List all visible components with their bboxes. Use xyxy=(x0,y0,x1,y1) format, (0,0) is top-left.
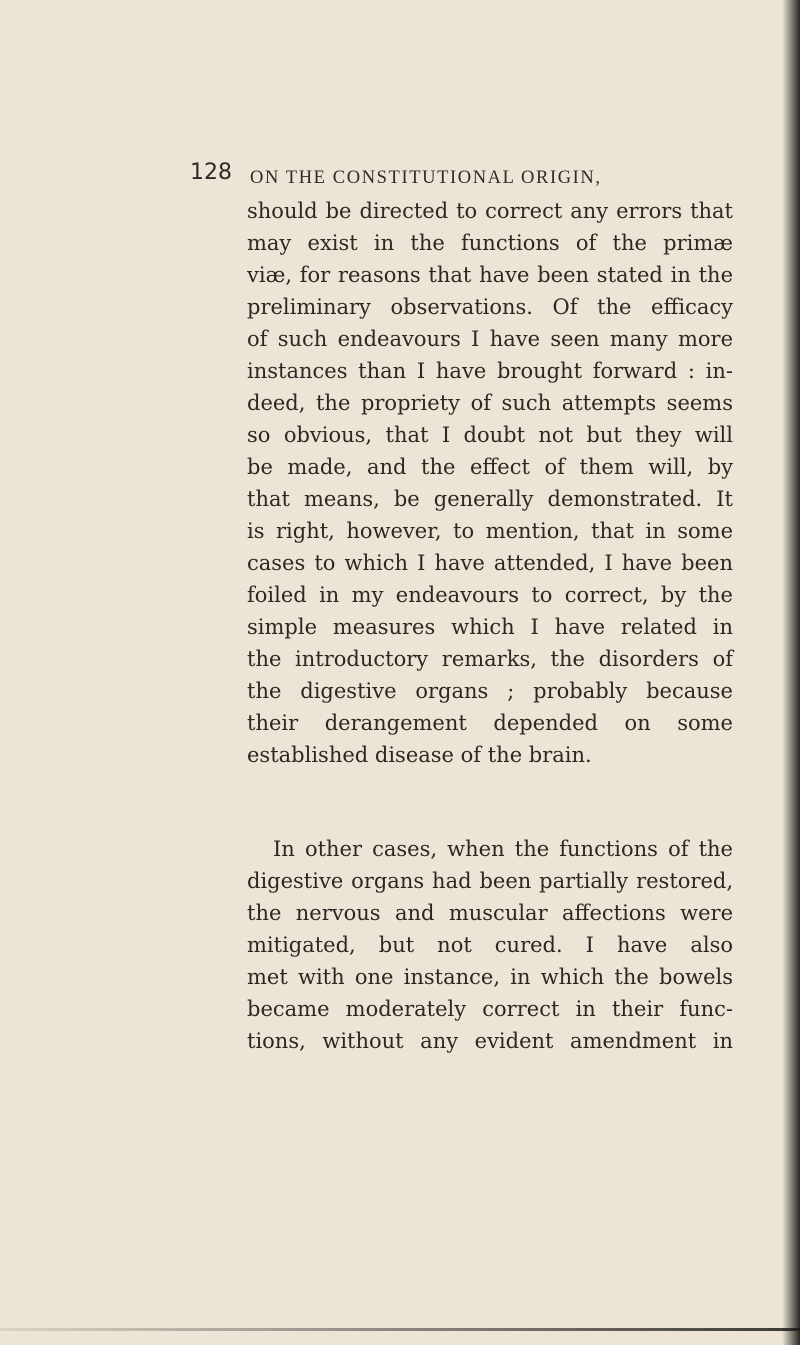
text-line: that means, be generally demonstrated. It xyxy=(247,487,733,511)
text-line: simple measures which I have related in xyxy=(247,615,733,639)
text-line: cases to which I have attended, I have been xyxy=(247,551,733,575)
text-line: the nervous and muscular affections were xyxy=(247,901,733,925)
text-line: viæ, for reasons that have been stated in the xyxy=(247,263,733,287)
page-number: 128 xyxy=(190,160,232,185)
text-line: digestive organs had been partially restored, xyxy=(247,869,733,893)
text-line: became moderately correct in their func- xyxy=(247,997,733,1021)
text-line: should be directed to correct any errors that xyxy=(247,199,733,223)
text-line: In other cases, when the functions of the xyxy=(273,837,733,861)
paragraph xyxy=(247,195,733,771)
text-line: met with one instance, in which the bowels xyxy=(247,965,733,989)
text-line: the digestive organs ; probably because xyxy=(247,679,733,703)
text-line: of such endeavours I have seen many more xyxy=(247,327,733,351)
text-line: be made, and the effect of them will, by xyxy=(247,455,733,479)
binding-shadow xyxy=(782,0,800,1345)
text-line: their derangement depended on some xyxy=(247,711,733,735)
text-line: foiled in my endeavours to correct, by the xyxy=(247,583,733,607)
paragraph xyxy=(247,833,733,1057)
text-line: the introductory remarks, the disorders of xyxy=(247,647,733,671)
text-line: mitigated, but not cured. I have also xyxy=(247,933,733,957)
text-line: preliminary observations. Of the efficacy xyxy=(247,295,733,319)
text-line: instances than I have brought forward : in- xyxy=(247,359,733,383)
text-line: so obvious, that I doubt not but they will xyxy=(247,423,733,447)
page-bottom-edge xyxy=(0,1328,800,1331)
text-line: may exist in the functions of the primæ xyxy=(247,231,733,255)
text-line: established disease of the brain. xyxy=(247,743,592,767)
paragraph-gap xyxy=(247,771,733,833)
text-line: is right, however, to mention, that in some xyxy=(247,519,733,543)
text-line: deed, the propriety of such attempts seems xyxy=(247,391,733,415)
text-line: tions, without any evident amendment in xyxy=(247,1029,733,1053)
running-title: ON THE CONSTITUTIONAL ORIGIN, xyxy=(250,168,602,188)
body-text xyxy=(247,195,733,1057)
